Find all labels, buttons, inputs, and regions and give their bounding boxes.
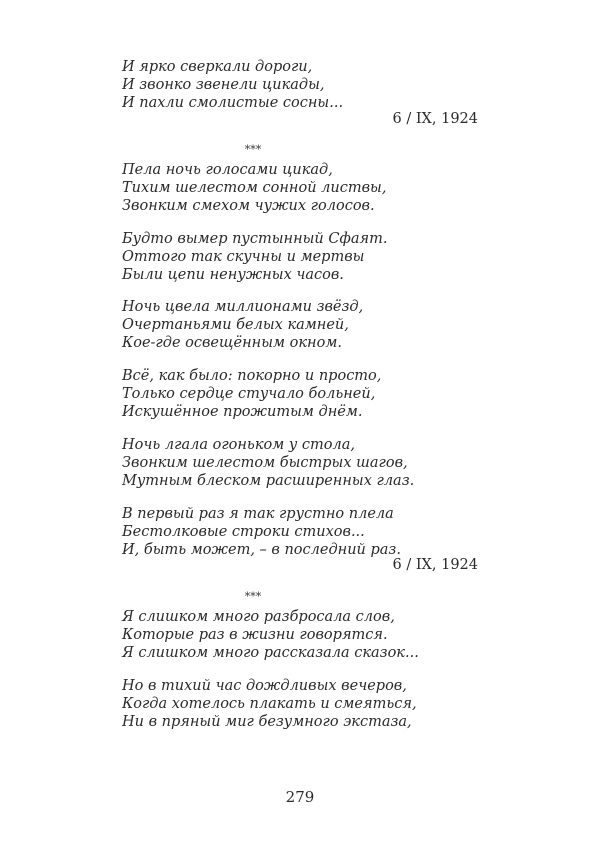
section-separator: *** — [244, 590, 262, 603]
verse-line: Тихим шелестом сонной листвы, — [122, 180, 387, 196]
verse-line: И, быть может, – в последний раз. — [122, 542, 401, 558]
verse-line: Когда хотелось плакать и смеяться, — [122, 696, 417, 712]
verse-line: Очертаньями белых камней, — [122, 317, 349, 333]
verse-line: Я слишком много разбросала слов, — [122, 609, 395, 625]
verse-line: Мутным блеском расширенных глаз. — [122, 473, 415, 489]
verse-line: Я слишком много рассказала сказок... — [122, 645, 419, 661]
verse-line: Будто вымер пустынный Сфаят. — [122, 231, 388, 247]
verse-line: Искушённое прожитым днём. — [122, 404, 363, 420]
verse-line: Но в тихий час дождливых вечеров, — [122, 678, 407, 694]
verse-line: В первый раз я так грустно плела — [122, 506, 394, 522]
verse-line: И ярко сверкали дороги, — [122, 59, 313, 75]
verse-line: Которые раз в жизни говорятся. — [122, 627, 388, 643]
verse-line: Оттого так скучны и мертвы — [122, 249, 365, 265]
verse-line: Кое-где освещённым окном. — [122, 335, 342, 351]
verse-line: Были цепи ненужных часов. — [122, 267, 344, 283]
poem-date: 6 / IX, 1924 — [392, 111, 478, 127]
verse-line: Бестолковые строки стихов... — [122, 524, 365, 540]
verse-line: Звонким смехом чужих голосов. — [122, 198, 375, 214]
section-separator: *** — [244, 143, 262, 156]
page-number: 279 — [285, 788, 315, 806]
verse-line: И пахли смолистые сосны... — [122, 95, 344, 111]
verse-line: Ночь лгала огоньком у стола, — [122, 437, 355, 453]
verse-line: Ни в пряный миг безумного экстаза, — [122, 714, 412, 730]
poem-date: 6 / IX, 1924 — [392, 557, 478, 573]
verse-line: И звонко звенели цикады, — [122, 77, 325, 93]
verse-line: Всё, как было: покорно и просто, — [122, 368, 382, 384]
verse-line: Только сердце стучало больней, — [122, 386, 376, 402]
verse-line: Звонким шелестом быстрых шагов, — [122, 455, 408, 471]
verse-line: Пела ночь голосами цикад, — [122, 162, 333, 178]
verse-line: Ночь цвела миллионами звёзд, — [122, 299, 364, 315]
